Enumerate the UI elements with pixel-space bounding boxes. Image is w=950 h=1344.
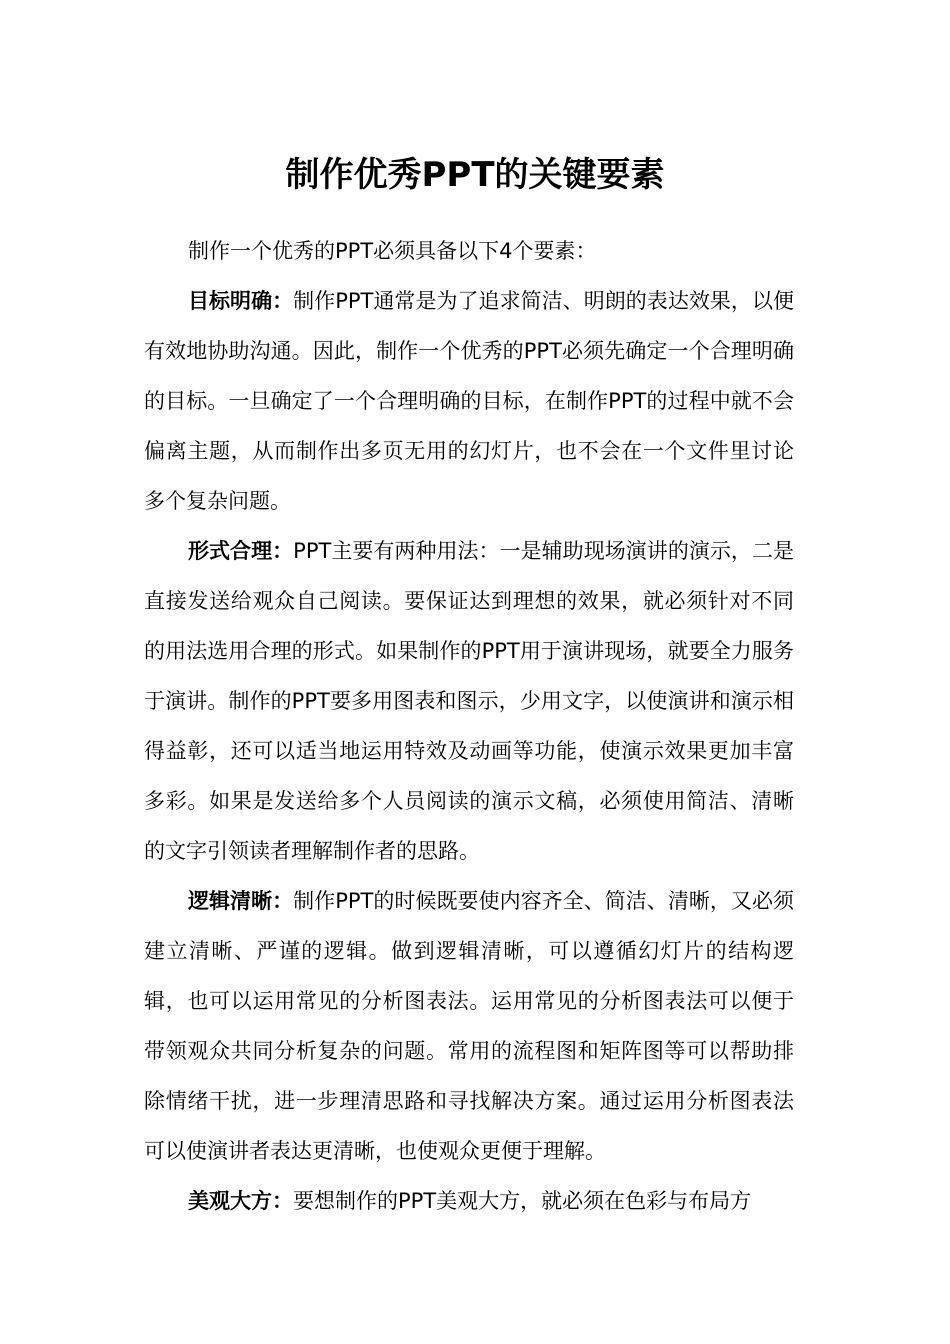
section-heading-goal: 目标明确： [188, 289, 294, 313]
section-text-logic: 制作PPT的时候既要使内容齐全、简洁、清晰，又必须建立清晰、严谨的逻辑。做到逻辑清晰，可以遵循幻灯片的结构逻辑，也可以运用常见的分析图表法。运用常见的分析图表法可以便于带领观众共同分析复杂的问题。常用的流程图和矩阵图等可以帮助排除情绪干扰，进一步理清思路和寻找解决方案。通过运用分析图表法可以使演讲者表达更清晰，也使观众更便于理解。 [144, 889, 794, 1163]
document-title: 制作优秀PPT的关键要素 [285, 154, 665, 195]
section-heading-design: 美观大方： [188, 1189, 293, 1213]
section-text-goal: 制作PPT通常是为了追求简洁、明朗的表达效果，以便有效地协助沟通。因此，制作一个优秀的PPT必须先确定一个合理明确的目标。一旦确定了一个合理明确的目标，在制作PPT的过程中就不会偏离主题，从而制作出多页无用的幻灯片，也不会在一个文件里讨论多个复杂问题。 [144, 289, 794, 513]
intro-paragraph: 制作一个优秀的PPT必须具备以下4个要素： [188, 239, 597, 263]
document-body [144, 226, 794, 1226]
section-text-form: PPT主要有两种用法：一是辅助现场演讲的演示，二是直接发送给观众自己阅读。要保证达到理想的效果，就必须针对不同的用法选用合理的形式。如果制作的PPT用于演讲现场，就要全力服务于演讲。制作的PPT要多用图表和图示，少用文字，以使演讲和演示相得益彰，还可以适当地运用特效及动画等功能，使演示效果更加丰富多彩。如果是发送给多个人员阅读的演示文稿，必须使用简洁、清晰的文字引领读者理解制作者的思路。 [144, 539, 794, 863]
section-paragraph-goal [144, 276, 794, 526]
section-text-design: 要想制作的PPT美观大方，就必须在色彩与布局方 [293, 1189, 752, 1213]
section-paragraph-design [144, 1176, 794, 1226]
section-heading-form: 形式合理： [188, 539, 294, 563]
section-paragraph-form [144, 526, 794, 876]
section-paragraph-logic [144, 876, 794, 1176]
section-heading-logic: 逻辑清晰： [188, 889, 294, 913]
